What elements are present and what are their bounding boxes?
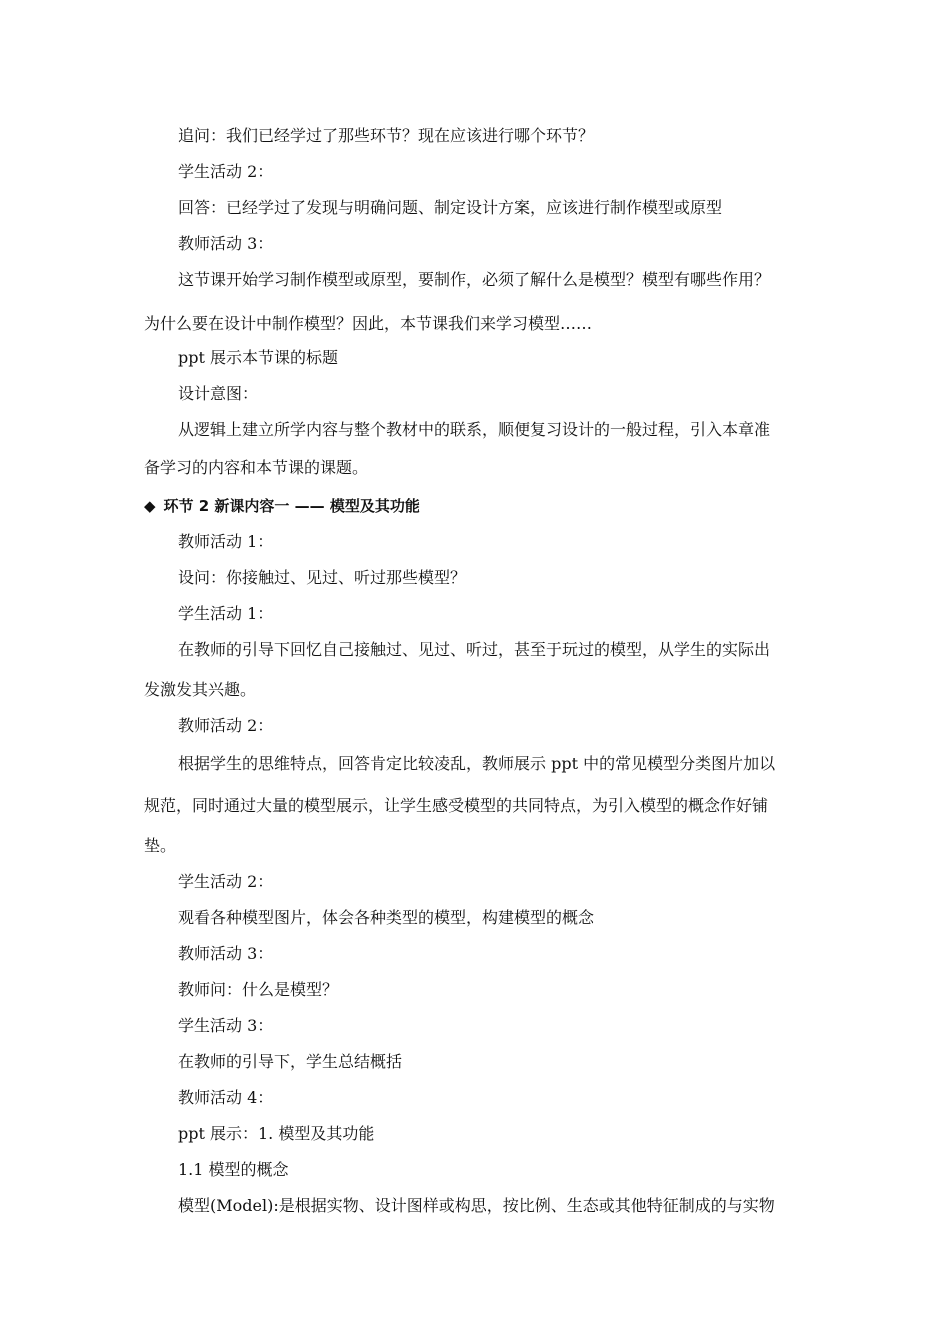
paragraph-line: 在教师的引导下，学生总结概括 [178, 1052, 403, 1071]
paragraph-line: 学生活动 3： [178, 1016, 274, 1035]
paragraph-line: 教师活动 2： [178, 716, 274, 735]
paragraph-line: 这节课开始学习制作模型或原型，要制作，必须了解什么是模型？模型有哪些作用？ [178, 270, 771, 289]
paragraph-line: 备学习的内容和本节课的课题。 [144, 458, 369, 477]
paragraph-line: 学生活动 1： [178, 604, 274, 623]
paragraph-line: 设问：你接触过、见过、听过那些模型？ [178, 568, 467, 587]
paragraph-line: 学生活动 2： [178, 872, 274, 891]
paragraph-line: 设计意图： [178, 384, 259, 403]
paragraph-line: 从逻辑上建立所学内容与整个教材中的联系，顺便复习设计的一般过程，引入本章准 [178, 420, 771, 439]
paragraph-line: 在教师的引导下回忆自己接触过、见过、听过，甚至于玩过的模型，从学生的实际出 [178, 640, 771, 659]
paragraph-line: 观看各种模型图片，体会各种类型的模型，构建模型的概念 [178, 908, 595, 927]
paragraph-line: 发激发其兴趣。 [144, 680, 257, 699]
paragraph-line: 1.1 模型的概念 [178, 1160, 289, 1179]
paragraph-line: 模型(Model):是根据实物、设计图样或构思，按比例、生态或其他特征制成的与实物 [178, 1196, 775, 1215]
paragraph-line: 教师活动 1： [178, 532, 274, 551]
paragraph-line: 教师活动 3： [178, 944, 274, 963]
paragraph-line: ppt 展示本节课的标题 [178, 348, 339, 367]
paragraph-line: 追问：我们已经学过了那些环节？现在应该进行哪个环节？ [178, 126, 595, 145]
paragraph-line: 根据学生的思维特点，回答肯定比较凌乱，教师展示 ppt 中的常见模型分类图片加以 [178, 754, 776, 773]
paragraph-line: 回答：已经学过了发现与明确问题、制定设计方案，应该进行制作模型或原型 [178, 198, 723, 217]
paragraph-line: 为什么要在设计中制作模型？因此，本节课我们来学习模型…… [144, 314, 593, 333]
paragraph-line: ppt 展示：1. 模型及其功能 [178, 1124, 375, 1143]
paragraph-line: 教师活动 4： [178, 1088, 274, 1107]
paragraph-line: 垫。 [144, 836, 177, 855]
paragraph-line: 教师问：什么是模型？ [178, 980, 339, 999]
paragraph-line: 学生活动 2： [178, 162, 274, 181]
paragraph-line: 规范，同时通过大量的模型展示，让学生感受模型的共同特点，为引入模型的概念作好铺 [144, 796, 769, 815]
section-heading-text: 环节 2 新课内容一 —— 模型及其功能 [163, 497, 420, 515]
paragraph-line: 教师活动 3： [178, 234, 274, 253]
section-heading [144, 496, 420, 516]
diamond-bullet-icon: ◆ [144, 497, 156, 515]
